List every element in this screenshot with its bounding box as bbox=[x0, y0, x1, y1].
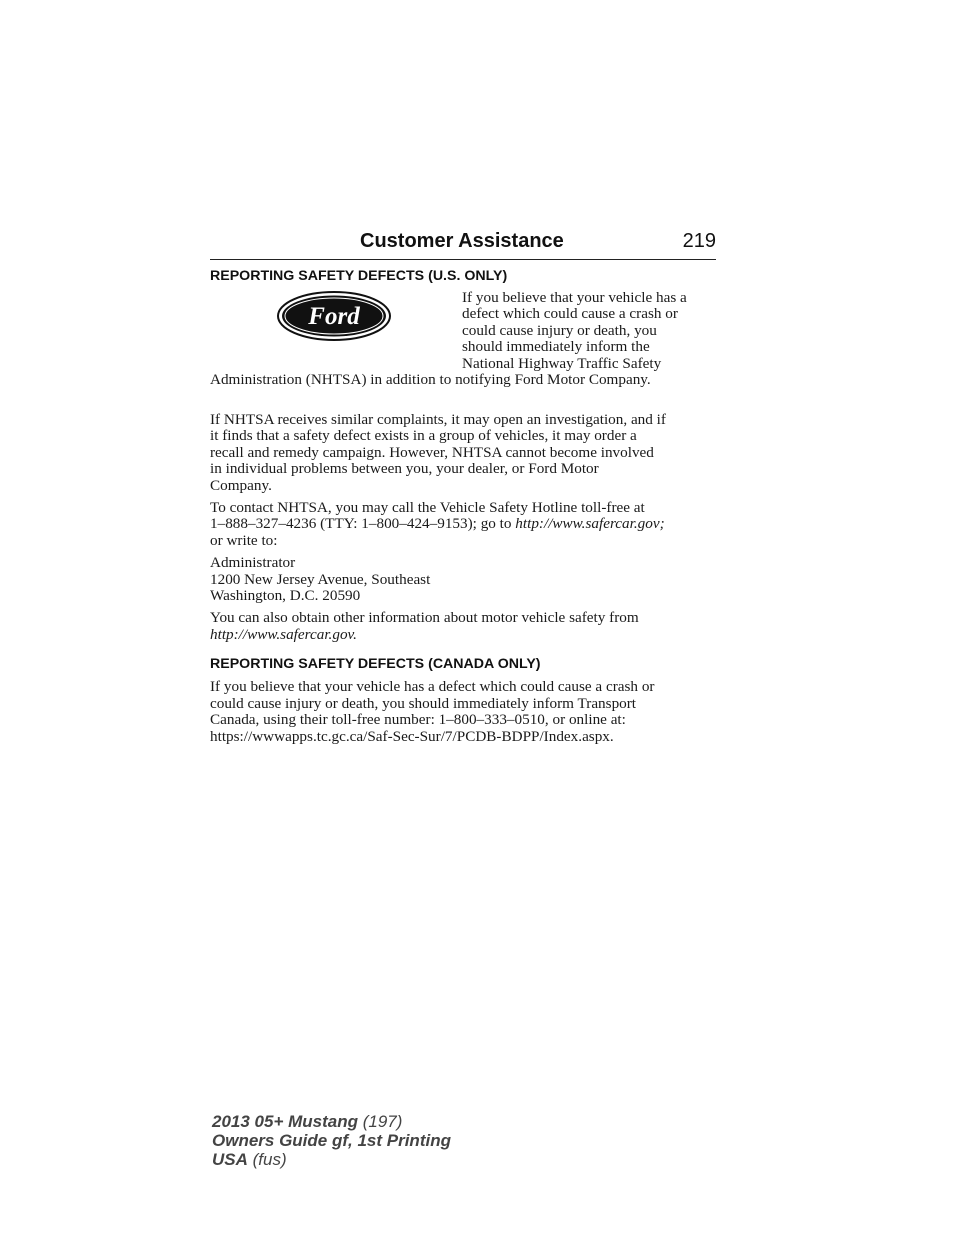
ford-logo bbox=[276, 290, 392, 342]
heading-us: REPORTING SAFETY DEFECTS (U.S. ONLY) bbox=[210, 268, 508, 284]
text-line: Administration (NHTSA) in addition to notifying Ford Motor Company. bbox=[210, 371, 651, 388]
text-line: recall and remedy campaign. However, NHTSA cannot become involved bbox=[210, 443, 654, 461]
text-line: If NHTSA receives similar complaints, it may open an investigation, and if bbox=[210, 411, 666, 428]
print-footer bbox=[212, 1112, 451, 1169]
text-line: could cause injury or death, you should immediately inform Transport bbox=[210, 694, 637, 712]
mailing-address bbox=[210, 555, 716, 604]
footer-market-code: (fus) bbox=[247, 1150, 287, 1169]
text-line: If you believe that your vehicle has a defect which could cause a crash or bbox=[210, 678, 655, 696]
intro-text bbox=[462, 290, 722, 372]
intro-block bbox=[210, 290, 716, 406]
footer-line bbox=[212, 1112, 451, 1131]
text-line: If you believe that your vehicle has a bbox=[462, 289, 687, 306]
footer-edition: Owners Guide gf, 1st Printing bbox=[212, 1131, 451, 1150]
text-line: could cause injury or death, you bbox=[462, 321, 657, 339]
footer-model: 2013 05+ Mustang bbox=[212, 1112, 358, 1131]
paragraph-canada bbox=[210, 679, 716, 745]
ford-oval-icon bbox=[276, 290, 392, 342]
text-line: in individual problems between you, your dealer, or Ford Motor bbox=[210, 460, 599, 478]
heading-canada: REPORTING SAFETY DEFECTS (CANADA ONLY) bbox=[210, 656, 541, 673]
text-line: should immediately inform the bbox=[462, 338, 650, 356]
paragraph-investigation bbox=[210, 412, 716, 494]
paragraph-more-info bbox=[210, 610, 716, 643]
safercar-link[interactable]: http://www.safercar.gov. bbox=[210, 625, 357, 643]
text-line: You can also obtain other information about motor vehicle safety from bbox=[210, 609, 639, 627]
page-number: 219 bbox=[682, 230, 716, 252]
text-line: or write to: bbox=[210, 531, 278, 549]
footer-code: (197) bbox=[358, 1112, 403, 1131]
address-line: Administrator bbox=[210, 554, 296, 572]
paragraph-contact bbox=[210, 500, 716, 549]
hotline-text: 1–888–327–4236 (TTY: 1–800–424–9153); go to bbox=[210, 515, 516, 533]
text-line: Company. bbox=[210, 476, 272, 494]
address-line: 1200 New Jersey Avenue, Southeast bbox=[210, 570, 431, 588]
text-line: National Highway Traffic Safety bbox=[462, 354, 662, 372]
logo-wordmark: Ford bbox=[308, 303, 360, 330]
page-header bbox=[210, 229, 716, 260]
text-line bbox=[210, 516, 716, 532]
section-title: Customer Assistance bbox=[360, 230, 564, 252]
footer-line bbox=[212, 1131, 451, 1150]
footer-market: USA bbox=[212, 1150, 248, 1169]
text-line: Canada, using their toll-free number: 1–800–333–0510, or online at: bbox=[210, 711, 626, 729]
address-line: Washington, D.C. 20590 bbox=[210, 587, 361, 605]
footer-line bbox=[212, 1150, 451, 1169]
text-line: defect which could cause a crash or bbox=[462, 305, 678, 323]
page-content bbox=[210, 267, 716, 745]
transport-canada-link[interactable]: https://wwwapps.tc.gc.ca/Saf-Sec-Sur/7/PCDB-BDPP/Index.aspx. bbox=[210, 727, 614, 745]
text-line: it finds that a safety defect exists in a group of vehicles, it may order a bbox=[210, 427, 637, 445]
safercar-link[interactable]: http://www.safercar.gov; bbox=[515, 515, 665, 533]
text-line: To contact NHTSA, you may call the Vehicle Safety Hotline toll-free at bbox=[210, 499, 645, 517]
